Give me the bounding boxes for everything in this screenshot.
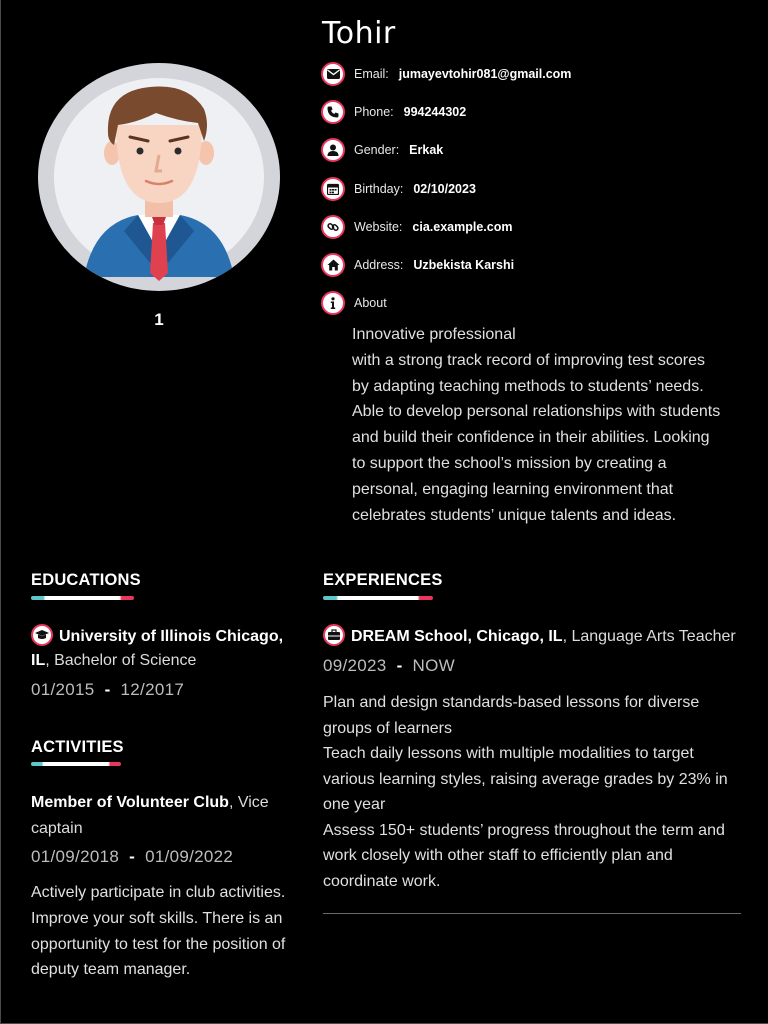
address-value: Uzbekista Karshi [413, 258, 515, 272]
activity-description [31, 880, 311, 983]
info-row-website [321, 214, 512, 240]
experience-entry [323, 624, 743, 649]
description-line: work closely with other staff to efficiently plan and [323, 847, 673, 864]
about-line: celebrates students’ unique talents and ideas. [352, 506, 677, 524]
education-dates [31, 680, 184, 700]
education-end-date: 12/2017 [120, 680, 185, 699]
info-row-birthday [321, 176, 476, 202]
briefcase-icon [323, 624, 345, 646]
link-icon [321, 215, 345, 239]
info-row-about [321, 290, 397, 316]
info-label: Phone: [354, 105, 394, 119]
user-icon [321, 138, 345, 162]
degree: , Bachelor of Science [45, 652, 197, 669]
phone-value[interactable]: 994244302 [403, 105, 467, 119]
info-label: Birthday: [354, 182, 404, 196]
info-icon [321, 291, 345, 315]
club-role: , Vice [228, 794, 269, 811]
section-divider [323, 913, 741, 914]
envelope-icon [321, 62, 345, 86]
experiences-underline [323, 596, 433, 600]
date-dash: - [129, 847, 136, 866]
activities-heading: ACTIVITIES [31, 738, 124, 756]
gender-value: Erkak [409, 143, 444, 157]
experience-end-date: NOW [412, 656, 455, 675]
info-row-address [321, 252, 514, 278]
birthday-value: 02/10/2023 [413, 182, 476, 196]
description-line: opportunity to test for the position of [31, 935, 286, 953]
about-label: About [354, 296, 387, 310]
graduation-cap-icon [31, 624, 53, 646]
school-name-cont: IL [31, 652, 46, 669]
date-dash: - [396, 656, 403, 675]
description-line: deputy team manager. [31, 961, 191, 979]
experience-dates [323, 656, 455, 676]
date-dash: - [104, 680, 111, 699]
about-text [352, 322, 737, 528]
info-label: Address: [354, 258, 404, 272]
about-line: personal, engaging learning environment that [352, 480, 674, 498]
avatar [38, 63, 280, 291]
activity-end-date: 01/09/2022 [145, 847, 234, 866]
about-line: Innovative professional [352, 326, 516, 343]
description-line: coordinate work. [323, 872, 441, 890]
educations-underline [31, 596, 134, 600]
website-value[interactable]: cia.example.com [412, 220, 513, 234]
info-label: Email: [354, 67, 389, 81]
about-line: by adapting teaching methods to students’ needs. [352, 377, 704, 395]
info-row-phone [321, 99, 466, 125]
education-start-date: 01/2015 [31, 680, 95, 699]
description-line: one year [323, 796, 386, 813]
description-line: Actively participate in club activities. [31, 884, 286, 901]
activity-entry [31, 790, 301, 842]
description-line: Plan and design standards-based lessons for diverse [323, 694, 700, 711]
club-role-cont: captain [31, 820, 83, 837]
description-line: various learning styles, raising average grades by 23% in [323, 770, 728, 788]
description-line: groups of learners [323, 719, 452, 737]
home-icon [321, 253, 345, 277]
info-row-gender [321, 137, 443, 163]
calendar-icon [321, 177, 345, 201]
email-value[interactable]: jumayevtohir081@gmail.com [398, 67, 572, 81]
profile-name: Tohir [322, 16, 396, 51]
school-name: University of Illinois Chicago, [59, 628, 284, 645]
description-line: Improve your soft skills. There is an [31, 909, 283, 927]
description-line: Assess 150+ students’ progress throughout the term and [323, 821, 725, 839]
activities-underline [31, 762, 121, 766]
activity-start-date: 01/09/2018 [31, 847, 120, 866]
about-line: and build their confidence in their abilities. Looking [352, 429, 710, 447]
activity-dates [31, 847, 233, 867]
user-number: 1 [154, 310, 164, 329]
company-name: DREAM School, Chicago, IL [351, 628, 563, 645]
club-name: Member of Volunteer Club [31, 794, 229, 811]
education-entry [31, 624, 301, 673]
position-title: , Language Arts Teacher [562, 628, 736, 645]
info-label: Website: [354, 220, 403, 234]
experiences-heading: EXPERIENCES [323, 571, 443, 589]
about-line: Able to develop personal relationships with students [352, 403, 721, 421]
educations-heading: EDUCATIONS [31, 571, 141, 589]
about-line: to support the school’s mission by creating a [352, 454, 667, 472]
experience-start-date: 09/2023 [323, 656, 387, 675]
phone-icon [321, 100, 345, 124]
info-label: Gender: [354, 143, 400, 157]
about-line: with a strong track record of improving test scores [352, 351, 706, 369]
description-line: Teach daily lessons with multiple modalities to target [323, 745, 694, 762]
info-row-email [321, 61, 571, 87]
experience-description [323, 690, 743, 894]
